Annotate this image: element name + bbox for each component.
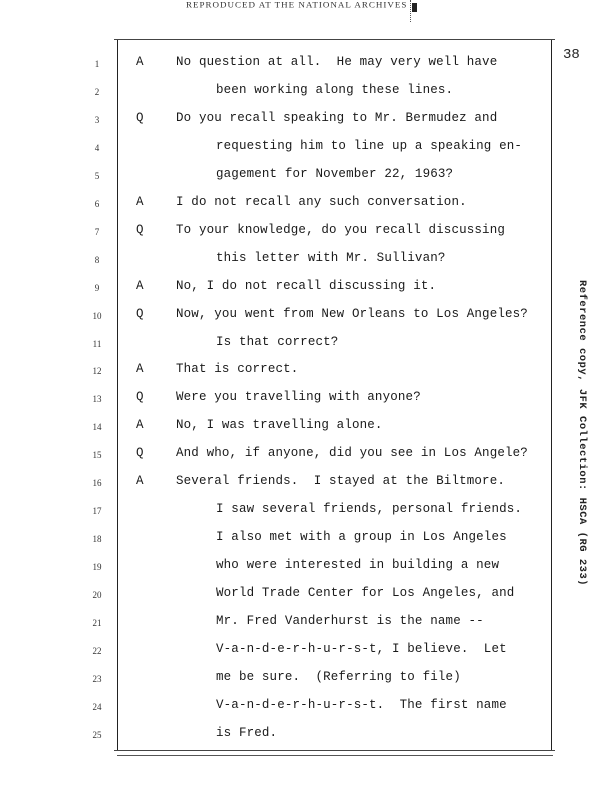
- line-number: 18: [92, 534, 102, 545]
- transcript-line: [0, 307, 612, 335]
- line-text: this letter with Mr. Sullivan?: [216, 250, 446, 265]
- line-number: 7: [94, 226, 100, 237]
- line-number: 17: [92, 506, 102, 517]
- line-number: 16: [92, 478, 102, 489]
- line-number: 15: [92, 450, 102, 461]
- bottom-rule: [117, 755, 553, 756]
- line-text: No, I was travelling alone.: [176, 418, 383, 433]
- line-number: 14: [92, 422, 102, 433]
- line-text: V-a-n-d-e-r-h-u-r-s-t, I believe. Let: [216, 641, 507, 656]
- line-number: 5: [94, 170, 100, 181]
- line-text: That is correct.: [176, 362, 299, 377]
- transcript-line: [0, 111, 612, 139]
- line-text: Several friends. I stayed at the Biltmore.: [176, 474, 506, 489]
- line-text: I also met with a group in Los Angeles: [216, 530, 507, 545]
- transcript-line: [0, 83, 612, 111]
- speaker-label: Q: [136, 306, 144, 321]
- speaker-label: Q: [136, 390, 144, 405]
- line-number: 25: [92, 729, 102, 740]
- line-number: 23: [92, 673, 102, 684]
- transcript-line: [0, 390, 612, 418]
- line-text: me be sure. (Referring to file): [216, 669, 461, 684]
- transcript-line: [0, 474, 612, 502]
- reference-copy-note: Reference copy, JFK Collection: HSCA (RG 233): [576, 280, 588, 587]
- transcript-line: [0, 530, 612, 558]
- line-number: 3: [94, 114, 100, 125]
- line-text: World Trade Center for Los Angeles, and: [216, 586, 515, 601]
- line-text: requesting him to line up a speaking en-: [216, 138, 523, 153]
- line-text: To your knowledge, do you recall discussing: [176, 222, 506, 237]
- transcript-line: [0, 335, 612, 363]
- line-text: V-a-n-d-e-r-h-u-r-s-t. The first name: [216, 697, 507, 712]
- line-number: 13: [92, 394, 102, 405]
- line-text: No question at all. He may very well have: [176, 55, 498, 69]
- line-text: gagement for November 22, 1963?: [216, 166, 454, 181]
- line-text: Mr. Fred Vanderhurst is the name --: [216, 614, 484, 628]
- line-number: 22: [92, 645, 102, 656]
- transcript-line: [0, 167, 612, 195]
- speaker-label: A: [136, 278, 144, 293]
- transcript-line: [0, 726, 612, 754]
- transcript-line: [0, 670, 612, 698]
- line-number: 2: [94, 86, 100, 97]
- line-text: I do not recall any such conversation.: [176, 194, 467, 209]
- line-number: 12: [92, 366, 102, 377]
- line-text: been working along these lines.: [216, 82, 454, 97]
- line-text: No, I do not recall discussing it.: [176, 278, 437, 293]
- line-number: 21: [92, 618, 102, 628]
- transcript-line: [0, 502, 612, 530]
- line-number: 19: [92, 562, 102, 573]
- line-number: 24: [92, 701, 102, 712]
- speaker-label: Q: [136, 110, 144, 125]
- transcript-line: [0, 614, 612, 642]
- transcript-line: [0, 586, 612, 614]
- transcript-line: [0, 418, 612, 446]
- line-number: 9: [94, 282, 100, 293]
- speaker-label: A: [136, 362, 144, 377]
- line-text: Do you recall speaking to Mr. Bermudez and: [176, 110, 498, 125]
- speaker-label: Q: [136, 222, 144, 237]
- line-text: is Fred.: [216, 725, 278, 740]
- line-number: 6: [94, 198, 100, 209]
- transcript-line: [0, 558, 612, 586]
- line-text: Were you travelling with anyone?: [176, 390, 421, 405]
- line-text: I saw several friends, personal friends.: [216, 502, 523, 517]
- transcript-line: [0, 251, 612, 279]
- transcript-line: [0, 446, 612, 474]
- line-number: 11: [92, 338, 102, 349]
- transcript-line: [0, 139, 612, 167]
- transcript-line: [0, 279, 612, 307]
- transcript-line: [0, 223, 612, 251]
- transcript-line: [0, 55, 612, 83]
- line-text: Now, you went from New Orleans to Los Angeles?: [176, 306, 528, 321]
- line-number: 1: [94, 59, 100, 69]
- archives-stamp: REPRODUCED AT THE NATIONAL ARCHIVES: [186, 0, 408, 10]
- speaker-label: A: [136, 194, 144, 209]
- page-number: 38: [563, 47, 580, 63]
- line-number: 20: [92, 590, 102, 601]
- archive-mark: [410, 0, 419, 22]
- line-text: And who, if anyone, did you see in Los Angele?: [176, 446, 528, 461]
- line-number: 8: [94, 254, 100, 265]
- transcript-line: [0, 195, 612, 223]
- speaker-label: Q: [136, 446, 144, 461]
- transcript-line: [0, 642, 612, 670]
- transcript-line: [0, 362, 612, 390]
- line-text: who were interested in building a new: [216, 558, 500, 573]
- line-number: 10: [92, 310, 102, 321]
- transcript-line: [0, 698, 612, 726]
- line-text: Is that correct?: [216, 334, 339, 349]
- speaker-label: A: [136, 418, 144, 433]
- speaker-label: A: [136, 55, 144, 69]
- speaker-label: A: [136, 474, 144, 489]
- line-number: 4: [94, 142, 100, 153]
